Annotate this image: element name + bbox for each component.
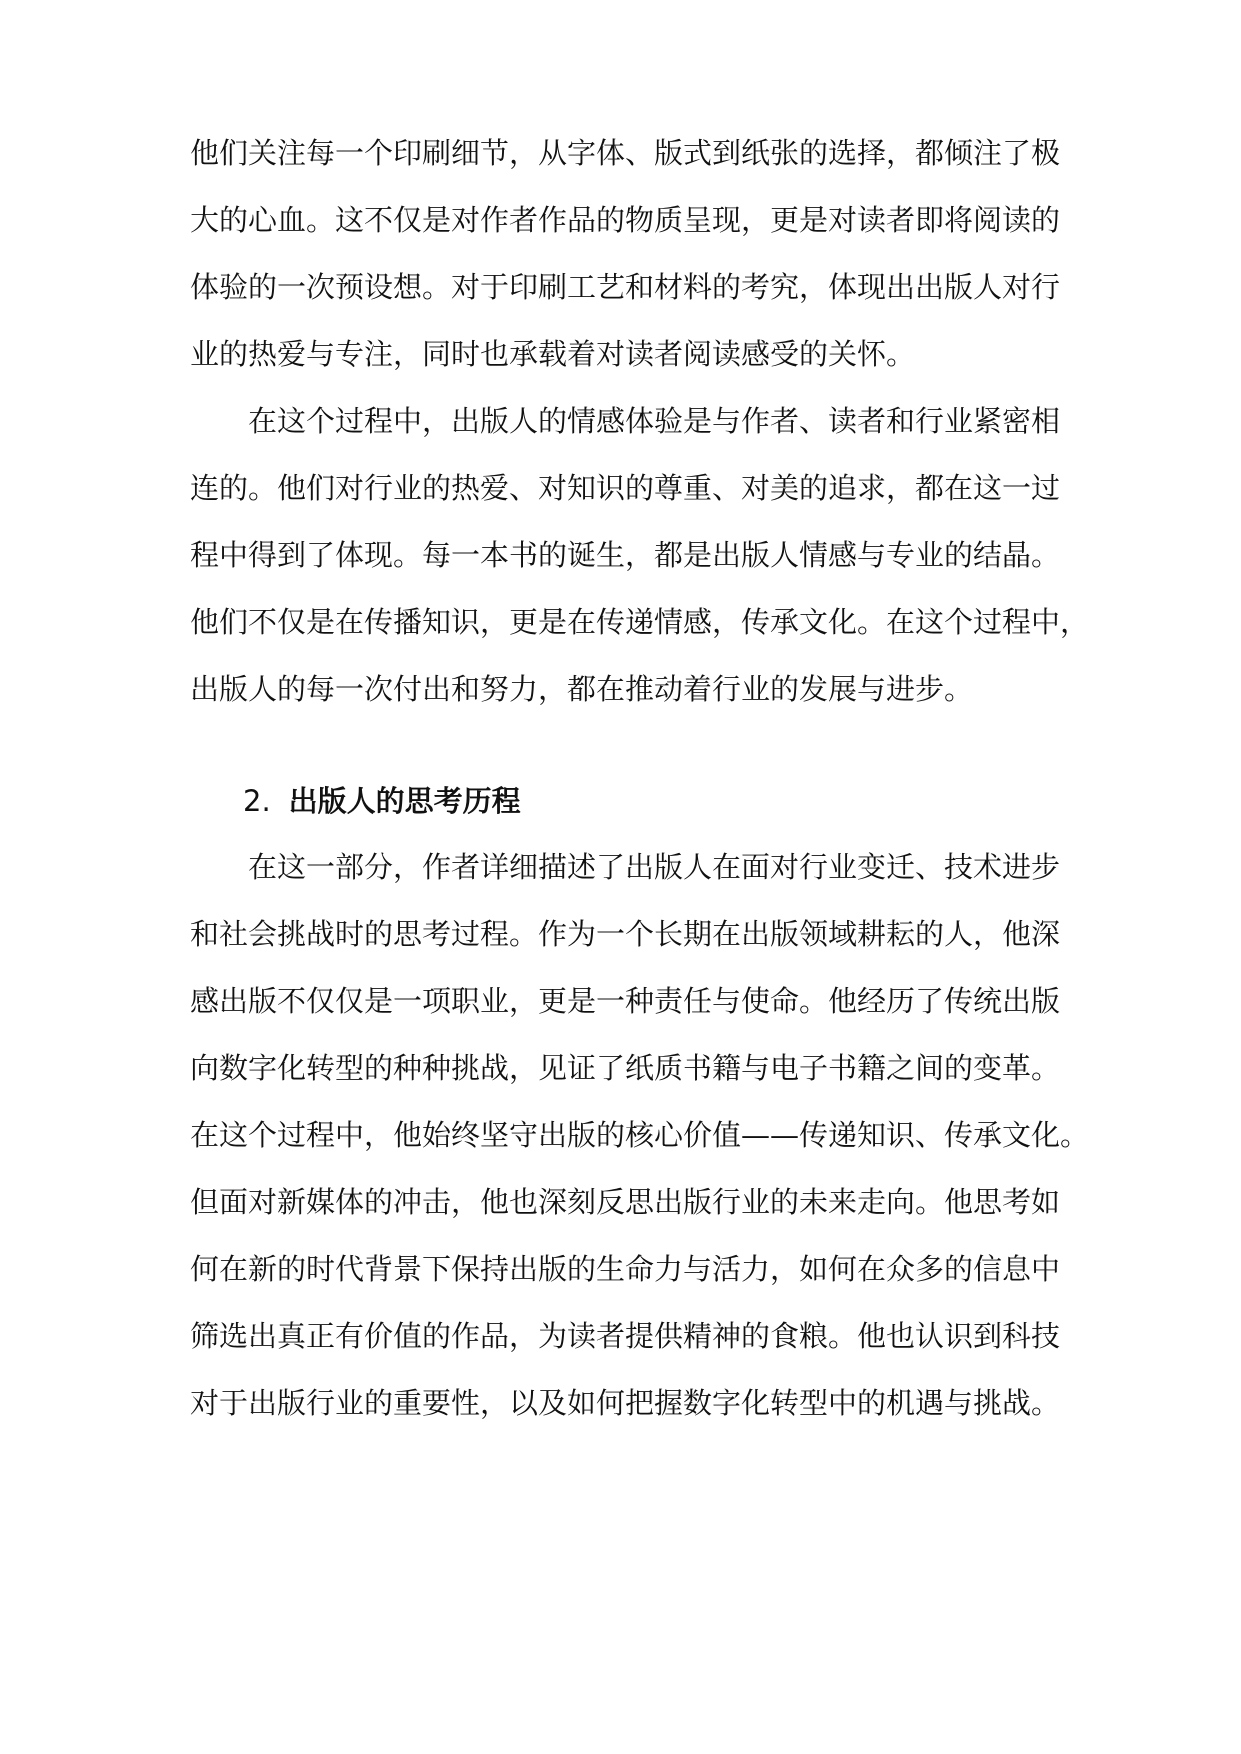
- paragraph-line: 在这一部分，作者详细描述了出版人在面对行业变迁、技术进步: [248, 850, 1061, 884]
- section-heading: [243, 781, 521, 821]
- paragraph-line: 程中得到了体现。每一本书的诞生，都是出版人情感与专业的结晶。: [190, 538, 1061, 572]
- paragraph-line: 感出版不仅仅是一项职业，更是一种责任与使命。他经历了传统出版: [190, 984, 1061, 1018]
- paragraph-line: 体验的一次预设想。对于印刷工艺和材料的考究，体现出出版人对行: [190, 270, 1061, 304]
- paragraph-line: 何在新的时代背景下保持出版的生命力与活力，如何在众多的信息中: [190, 1252, 1061, 1286]
- section-number: 2.: [243, 784, 271, 818]
- paragraph-line: 筛选出真正有价值的作品，为读者提供精神的食粮。他也认识到科技: [190, 1319, 1061, 1353]
- paragraph-line: 连的。他们对行业的热爱、对知识的尊重、对美的追求，都在这一过: [190, 471, 1061, 505]
- paragraph-line: 他们不仅是在传播知识，更是在传递情感，传承文化。在这个过程中，: [190, 605, 1090, 639]
- paragraph-line: 和社会挑战时的思考过程。作为一个长期在出版领域耕耘的人，他深: [190, 917, 1061, 951]
- paragraph-line: 出版人的每一次付出和努力，都在推动着行业的发展与进步。: [190, 672, 974, 706]
- paragraph-line: 在这个过程中，他始终坚守出版的核心价值——传递知识、传承文化。: [190, 1118, 1090, 1152]
- paragraph-line: 大的心血。这不仅是对作者作品的物质呈现，更是对读者即将阅读的: [190, 203, 1061, 237]
- paragraph-line: 但面对新媒体的冲击，他也深刻反思出版行业的未来走向。他思考如: [190, 1185, 1061, 1219]
- paragraph-line: 向数字化转型的种种挑战，见证了纸质书籍与电子书籍之间的变革。: [190, 1051, 1061, 1085]
- paragraph-line: 业的热爱与专注，同时也承载着对读者阅读感受的关怀。: [190, 337, 916, 371]
- paragraph-line: 对于出版行业的重要性，以及如何把握数字化转型中的机遇与挑战。: [190, 1386, 1061, 1420]
- section-title: 出版人的思考历程: [288, 784, 521, 818]
- paragraph-line: 他们关注每一个印刷细节，从字体、版式到纸张的选择，都倾注了极: [190, 136, 1061, 170]
- paragraph-line: 在这个过程中，出版人的情感体验是与作者、读者和行业紧密相: [248, 404, 1061, 438]
